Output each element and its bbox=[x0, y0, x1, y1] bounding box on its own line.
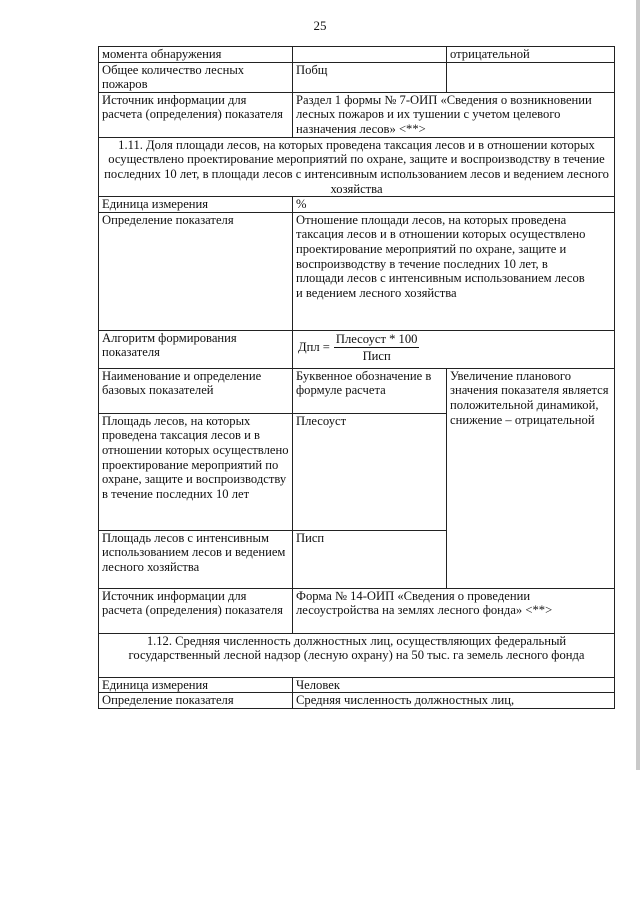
cell-label: Источник информации для расчета (определения) показателя bbox=[99, 588, 293, 633]
table-row bbox=[99, 330, 615, 368]
cell-label: Определение показателя bbox=[99, 212, 293, 330]
page-margin bbox=[0, 770, 640, 905]
formula-cell bbox=[293, 330, 615, 368]
formula bbox=[296, 331, 611, 365]
table-row bbox=[99, 212, 615, 330]
cell-symbol: Побщ bbox=[293, 62, 447, 92]
cell-label: Площадь лесов, на которых проведена таксация лесов и в отношении которых осуществлено проектирование мероприятий по охране, защите и воспроизводству в течение последних 10 лет bbox=[99, 413, 293, 530]
cell-value bbox=[293, 212, 615, 330]
cell-value: Раздел 1 формы № 7-ОИП «Сведения о возникновении лесных пожаров и их тушении с учетом целевого назначения лесов» <**> bbox=[293, 92, 615, 137]
section-heading-1-12: 1.12. Средняя численность должностных лиц, осуществляющих федеральный государственный лесной надзор (лесную охрану) на 50 тыс. га земель лесного фонда bbox=[99, 633, 615, 677]
cell-note: отрицательной bbox=[447, 47, 615, 63]
cell-label: Определение показателя bbox=[99, 693, 293, 709]
cell-label: Алгоритм формирования показателя bbox=[99, 330, 293, 368]
cell-symbol: Плесоуст bbox=[293, 413, 447, 530]
formula-denominator: Писп bbox=[362, 349, 391, 364]
cell-symbol bbox=[293, 47, 447, 63]
cell-label: Площадь лесов с интенсивным использованием лесов и ведением лесного хозяйства bbox=[99, 530, 293, 588]
column-header-symbol: Буквенное обозначение в формуле расчета bbox=[293, 368, 447, 413]
cell-value: % bbox=[293, 197, 615, 213]
source-text: Форма № 14-ОИП «Сведения о проведении лесоустройства на землях лесного фонда» <**> bbox=[296, 588, 553, 618]
cell-label: Источник информации для расчета (определения) показателя bbox=[99, 92, 293, 137]
cell-symbol: Писп bbox=[293, 530, 447, 588]
indicator-table bbox=[98, 46, 615, 709]
column-header-name: Наименование и определение базовых показателей bbox=[99, 368, 293, 413]
section-heading-row bbox=[99, 137, 615, 196]
formula-lhs: Дпл = bbox=[298, 340, 330, 355]
table-row bbox=[99, 677, 615, 693]
cell-empty bbox=[447, 62, 615, 92]
cell-value bbox=[293, 588, 615, 633]
cell-label: Общее количество лесных пожаров bbox=[99, 62, 293, 92]
table-row bbox=[99, 197, 615, 213]
dynamics-note: Увеличение планового значения показателя является положительной динамикой, снижение – отрицательной bbox=[447, 368, 615, 588]
table-row bbox=[99, 693, 615, 709]
section-heading-1-11: 1.11. Доля площади лесов, на которых проведена таксация лесов и в отношении которых осуществлено проектирование мероприятий по охране, защите и воспроизводству в течение последних 10 лет, в площади лесов с интенсивным использованием лесов и ведением лесного хозяйства bbox=[99, 137, 615, 196]
page-number: 25 bbox=[313, 18, 327, 33]
cell-label: момента обнаружения bbox=[99, 47, 293, 63]
cell-label: Единица измерения bbox=[99, 677, 293, 693]
table-row bbox=[99, 62, 615, 92]
formula-numerator: Плесоуст * 100 bbox=[334, 332, 420, 349]
table-row bbox=[99, 588, 615, 633]
formula-fraction bbox=[334, 332, 420, 364]
table-row bbox=[99, 368, 615, 413]
cell-label: Единица измерения bbox=[99, 197, 293, 213]
section-heading-row bbox=[99, 633, 615, 677]
definition-text: Отношение площади лесов, на которых проведена таксация лесов и в отношении которых осуществлено проектирование мероприятий по охране, защите и воспроизводству в течение последних 10 лет, в площади лесов с интенсивным использованием лесов и ведением лесного хозяйства bbox=[296, 212, 586, 300]
cell-value: Человек bbox=[293, 677, 615, 693]
cell-value: Средняя численность должностных лиц, bbox=[293, 693, 615, 709]
table-row bbox=[99, 47, 615, 63]
table-row bbox=[99, 92, 615, 137]
